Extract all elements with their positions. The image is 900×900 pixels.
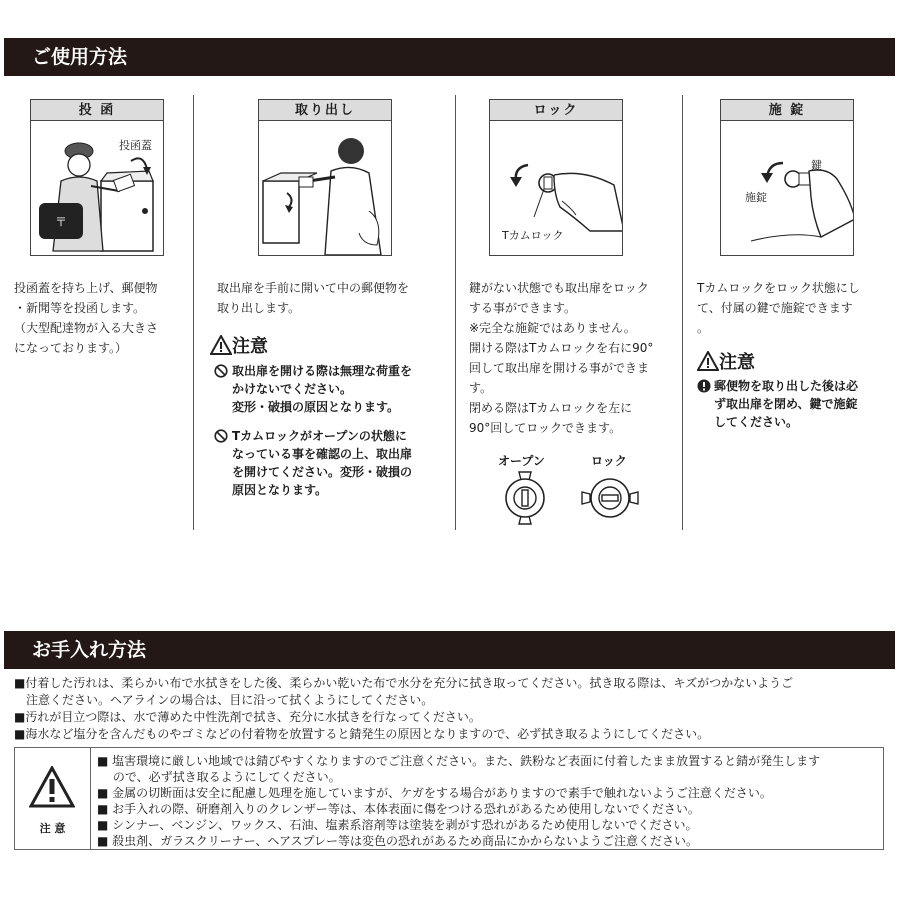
caution-line: してください。 bbox=[714, 415, 799, 429]
warning-list bbox=[97, 753, 877, 849]
maintenance-line: ■海水など塩分を含んだものやゴミなどの付着物を放置すると錆発生の原因となりますので、必ず拭き取るようにしてください。 bbox=[14, 727, 710, 741]
caution-line: かけないでください。 bbox=[232, 382, 353, 396]
step-label: 取り出し bbox=[258, 99, 392, 121]
caution-title: 注意 bbox=[719, 352, 755, 373]
maintenance-warning-box bbox=[14, 747, 884, 850]
warning-line: ■ シンナー、ベンジン、ワックス、石油、塩素系溶剤等は塗装を剥がす恐れがあるため使用しないでください。 bbox=[97, 818, 698, 832]
description-line: す。 bbox=[469, 381, 493, 395]
woman-retrieving-mail-illustration bbox=[259, 121, 392, 256]
caution-item bbox=[214, 427, 449, 499]
warning-line: ■ 塩害環境に厳しい地域では錆びやすくなりますのでご注意ください。また、鉄粉など表面に付着したまま放置すると錆が発生します bbox=[97, 754, 821, 768]
exclamation-circle-icon bbox=[697, 379, 711, 393]
description-line: 取り出します。 bbox=[217, 301, 301, 315]
caution-line: Tカムロックがオープンの状態に bbox=[232, 429, 407, 443]
description-line: 閉める際はTカムロックを左に bbox=[469, 401, 633, 415]
column-divider bbox=[193, 95, 194, 530]
state-label-locked: ロック bbox=[591, 454, 627, 468]
description-line: Tカムロックをロック状態にし bbox=[697, 281, 860, 295]
posting-description bbox=[14, 278, 190, 358]
description-line: （大型配達物が入る大きさ bbox=[14, 321, 159, 335]
caution-item bbox=[214, 362, 449, 416]
caution-line: 郵便物を取り出した後は必 bbox=[714, 379, 859, 393]
maintenance-line: 注意ください。ヘアラインの場合は、目に沿って拭くようにしてください。 bbox=[14, 693, 434, 707]
retrieval-illustration bbox=[258, 121, 392, 256]
state-label-open: オープン bbox=[498, 454, 545, 468]
caution-heading bbox=[210, 332, 268, 358]
warning-line: ので、必ず拭き取るようにしてください。 bbox=[97, 770, 341, 784]
caution-line: 原因となります。 bbox=[232, 483, 328, 497]
description-line: 90°回してロックできます。 bbox=[469, 421, 622, 435]
lock-illustration bbox=[489, 121, 623, 256]
description-line: ・新聞等を投函します。 bbox=[14, 301, 146, 315]
warning-triangle-icon bbox=[29, 766, 75, 808]
lock-locked-state-icon bbox=[580, 474, 640, 522]
locking-description bbox=[697, 278, 887, 338]
tcam-lock-label: Tカムロック bbox=[502, 229, 564, 242]
caution-line: 取出扉を開ける際は無理な荷重を bbox=[232, 364, 413, 378]
key-lock-illustration bbox=[720, 121, 854, 256]
prohibition-icon bbox=[214, 429, 228, 443]
description-line: になっております。） bbox=[14, 341, 128, 355]
lock-description bbox=[469, 278, 679, 438]
locking-label: 施錠 bbox=[745, 191, 767, 204]
column-divider bbox=[682, 95, 683, 530]
caution-line: なっている事を確認の上、取出扉 bbox=[232, 447, 413, 461]
warning-label: 注 意 bbox=[39, 822, 66, 835]
maintenance-instructions bbox=[14, 675, 884, 743]
description-line: 。 bbox=[697, 321, 710, 335]
column-divider bbox=[455, 95, 456, 530]
svg-text:〒: 〒 bbox=[55, 215, 68, 229]
warning-line: ■ 殺虫剤、ガラスクリーナー、ヘアスプレー等は変色の恐れがあるため商品にかからないようご注意ください。 bbox=[97, 834, 698, 848]
maintenance-line: ■付着した汚れは、柔らかい布で水拭きをした後、柔らかい乾いた布で水分を充分に拭き取ってください。拭き取る際は、キズがつかないようご bbox=[14, 676, 794, 690]
caution-line: 変形・破損の原因となります。 bbox=[232, 400, 400, 414]
posting-illustration bbox=[30, 121, 164, 256]
usage-section-title: ご使用方法 bbox=[4, 38, 895, 76]
caution-line: ず取出扉を閉め、鍵で施錠 bbox=[714, 397, 858, 411]
caution-line: を開けてください。変形・破損の bbox=[232, 465, 413, 479]
caution-title: 注意 bbox=[232, 336, 268, 357]
description-line: 投函蓋を持ち上げ、郵便物 bbox=[14, 281, 158, 295]
maintenance-section-title: お手入れ方法 bbox=[4, 631, 895, 669]
hand-turning-key-illustration bbox=[721, 121, 854, 256]
maintenance-line: ■汚れが目立つ際は、水で薄めた中性洗剤で拭き、充分に水拭きを行なってください。 bbox=[14, 710, 481, 724]
retrieval-description bbox=[217, 278, 453, 318]
description-line: 鍵がない状態でも取出扉をロック bbox=[469, 281, 649, 295]
description-line: て、付属の鍵で施錠できます bbox=[697, 301, 853, 315]
lock-open-state-icon bbox=[501, 470, 549, 526]
description-line: ※完全な施錠ではありません。 bbox=[469, 321, 636, 335]
key-label: 鍵 bbox=[811, 159, 822, 172]
prohibition-icon bbox=[214, 364, 228, 378]
caution-heading bbox=[697, 348, 755, 374]
warning-triangle-icon bbox=[697, 351, 719, 371]
lid-label: 投函蓋 bbox=[119, 139, 152, 152]
description-line: 取出扉を手前に開いて中の郵便物を bbox=[217, 281, 410, 295]
warning-line: ■ お手入れの際、研磨剤入りのクレンザー等は、本体表面に傷をつける恐れがあるため使用しないでください。 bbox=[97, 802, 700, 816]
description-line: する事ができます。 bbox=[469, 301, 577, 315]
warning-line: ■ 金属の切断面は安全に配慮し処理を施していますが、ケガをする場合がありますので素手で触れないようご注意ください。 bbox=[97, 786, 772, 800]
description-line: 開ける際はTカムロックを右に90° bbox=[469, 341, 654, 355]
description-line: 回して取出扉を開ける事ができま bbox=[469, 361, 650, 375]
step-label: ロック bbox=[489, 99, 623, 121]
caution-item bbox=[697, 377, 887, 431]
step-label: 投 函 bbox=[30, 99, 164, 121]
step-label: 施 錠 bbox=[720, 99, 854, 121]
warning-label-cell bbox=[15, 748, 91, 849]
warning-triangle-icon bbox=[210, 335, 232, 355]
